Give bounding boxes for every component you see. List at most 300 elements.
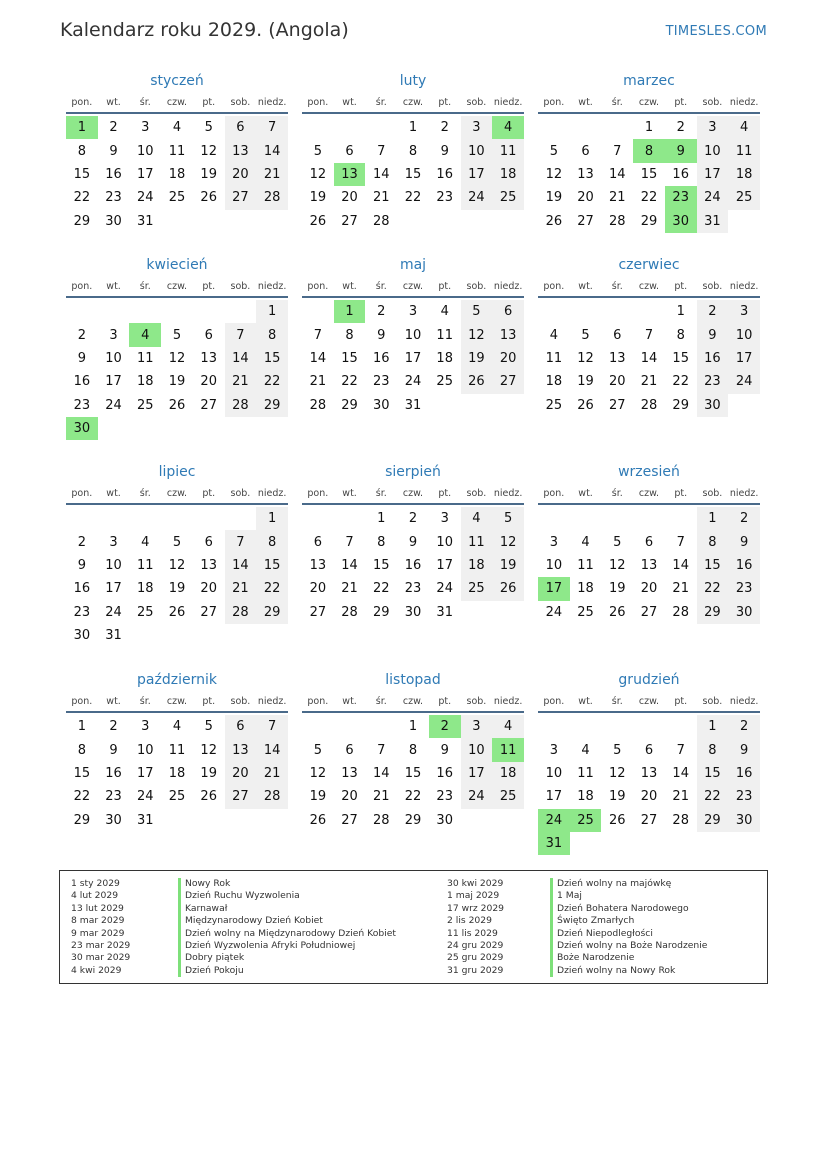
day-cell: 23 — [105, 789, 122, 805]
weekday-label: niedz. — [729, 96, 759, 108]
day-cell: 8 — [256, 323, 288, 346]
legend-date: 17 wrz 2029 — [447, 902, 505, 914]
day-cell: 30 — [105, 213, 122, 229]
weekday-label: pon. — [71, 487, 93, 499]
day-cell: 5 — [613, 742, 622, 758]
month-name: luty — [399, 73, 427, 89]
day-cell: 21 — [373, 789, 390, 805]
day-cell: 27 — [341, 812, 358, 828]
legend-date: 8 mar 2029 — [71, 915, 125, 927]
empty-cell — [302, 507, 334, 530]
day-cell: 5 — [313, 143, 322, 159]
day-cell: 21 — [341, 581, 358, 597]
day-cell: 2 — [408, 511, 418, 527]
weekday-label: niedz. — [257, 280, 287, 292]
weekday-label: czw. — [166, 695, 188, 707]
day-cell: 25 — [168, 789, 186, 805]
header-divider — [538, 503, 760, 505]
empty-cell — [633, 300, 665, 323]
day-cell: 2 — [109, 719, 118, 735]
day-cell: 3 — [141, 719, 150, 735]
day-cell: 7 — [644, 327, 654, 343]
day-cell: 27 — [225, 186, 257, 209]
day-cell: 6 — [613, 327, 622, 343]
day-cell: 25 — [137, 397, 154, 413]
weekday-label: pon. — [307, 280, 329, 292]
day-cell: 28 — [225, 601, 257, 624]
day-cell: 27 — [200, 604, 217, 620]
day-cell: 15 — [672, 350, 689, 366]
day-cell: 27 — [640, 812, 658, 828]
day-cell: 1 — [676, 304, 685, 320]
day-cell: 17 — [728, 347, 760, 370]
day-cell: 20 — [577, 190, 594, 206]
day-cell: 26 — [545, 213, 563, 229]
day-cell: 8 — [408, 742, 418, 758]
day-cell: 12 — [309, 765, 327, 781]
day-cell: 1 — [408, 719, 418, 735]
day-cell: 20 — [341, 789, 358, 805]
empty-cell — [225, 300, 257, 323]
day-grid — [66, 300, 288, 440]
day-cell: 29 — [672, 397, 689, 413]
day-cell: 24 — [404, 374, 422, 390]
day-cell: 18 — [728, 163, 760, 186]
day-cell: 26 — [577, 397, 594, 413]
day-cell: 27 — [225, 785, 257, 808]
empty-cell — [538, 507, 570, 530]
day-cell: 18 — [137, 581, 154, 597]
day-cell: 24 — [697, 186, 729, 209]
brand-link[interactable]: TIMESLES.COM — [665, 24, 767, 39]
day-cell: 6 — [204, 327, 213, 343]
day-cell: 11 — [436, 327, 453, 343]
weekday-label: sob. — [230, 280, 251, 292]
weekday-label: sob. — [466, 487, 487, 499]
day-grid — [538, 715, 760, 855]
weekday-header — [302, 691, 524, 711]
header-divider — [538, 296, 760, 298]
day-cell: 21 — [256, 163, 288, 186]
day-cell: 23 — [697, 370, 729, 393]
legend-holiday-name: Dzień wolny na majówkę — [550, 878, 707, 890]
day-cell: 31 — [105, 628, 122, 644]
day-cell: 11 — [728, 139, 760, 162]
day-cell: 15 — [256, 554, 288, 577]
weekday-label: niedz. — [493, 487, 523, 499]
day-cell: 21 — [256, 762, 288, 785]
weekday-label: śr. — [139, 280, 151, 292]
weekday-label: pt. — [674, 487, 688, 499]
day-cell: 7 — [377, 143, 386, 159]
legend-holiday-name: Dzień Wyzwolenia Afryki Południowej — [178, 940, 396, 952]
legend-holiday-name: Nowy Rok — [178, 878, 396, 890]
weekday-label: pt. — [202, 280, 216, 292]
holiday-day-cell: 4 — [129, 323, 161, 346]
day-cell: 19 — [168, 581, 186, 597]
empty-cell — [193, 507, 225, 530]
day-cell: 2 — [377, 304, 386, 320]
day-cell: 2 — [77, 534, 86, 550]
day-cell: 4 — [549, 327, 558, 343]
weekday-label: sob. — [702, 487, 723, 499]
day-cell: 13 — [200, 557, 217, 573]
weekday-label: pon. — [543, 695, 565, 707]
weekday-label: sob. — [702, 280, 723, 292]
day-cell: 9 — [77, 350, 86, 366]
empty-cell — [129, 507, 161, 530]
empty-cell — [538, 715, 570, 738]
weekday-label: pt. — [438, 695, 452, 707]
day-cell: 10 — [461, 738, 493, 761]
day-cell: 21 — [373, 190, 390, 206]
day-cell: 5 — [492, 507, 524, 530]
day-cell: 3 — [461, 715, 493, 738]
day-cell: 19 — [609, 581, 626, 597]
day-cell: 17 — [461, 163, 493, 186]
empty-cell — [601, 300, 633, 323]
day-cell: 14 — [256, 139, 288, 162]
day-cell: 22 — [697, 577, 729, 600]
empty-cell — [601, 715, 633, 738]
day-cell: 5 — [204, 719, 213, 735]
weekday-label: sob. — [230, 695, 251, 707]
empty-cell — [570, 300, 602, 323]
day-cell: 12 — [168, 557, 186, 573]
month-block — [538, 669, 760, 855]
day-cell: 3 — [697, 116, 729, 139]
page-title: Kalendarz roku 2029. (Angola) — [60, 19, 349, 41]
day-cell: 2 — [440, 120, 449, 136]
day-cell: 14 — [640, 350, 658, 366]
weekday-label: niedz. — [729, 280, 759, 292]
empty-cell — [334, 715, 366, 738]
day-cell: 13 — [609, 350, 626, 366]
day-cell: 7 — [676, 742, 685, 758]
weekday-label: niedz. — [257, 487, 287, 499]
legend-holiday-name: Dzień wolny na Międzynarodowy Dzień Kobiet — [178, 928, 396, 940]
day-cell: 27 — [577, 213, 594, 229]
day-cell: 6 — [644, 534, 654, 550]
day-cell: 13 — [309, 557, 327, 573]
day-cell: 17 — [461, 762, 493, 785]
day-cell: 9 — [440, 742, 449, 758]
day-cell: 1 — [697, 507, 729, 530]
weekday-label: pon. — [307, 487, 329, 499]
legend-date: 24 gru 2029 — [447, 939, 504, 951]
weekday-label: wt. — [106, 695, 121, 707]
weekday-label: śr. — [375, 280, 387, 292]
day-cell: 21 — [609, 190, 626, 206]
day-grid — [66, 116, 288, 233]
day-cell: 26 — [200, 190, 217, 206]
day-cell: 15 — [256, 347, 288, 370]
day-cell: 15 — [697, 762, 729, 785]
weekday-label: sob. — [466, 280, 487, 292]
month-name: grudzień — [618, 672, 680, 688]
legend-date: 31 gru 2029 — [447, 964, 504, 976]
day-cell: 2 — [77, 327, 86, 343]
month-name: październik — [137, 672, 217, 688]
empty-cell — [66, 300, 98, 323]
weekday-label: czw. — [402, 280, 424, 292]
day-cell: 7 — [256, 715, 288, 738]
day-cell: 9 — [408, 534, 418, 550]
holiday-legend — [59, 870, 768, 984]
day-cell: 19 — [309, 190, 327, 206]
day-cell: 10 — [545, 557, 563, 573]
day-cell: 29 — [256, 394, 288, 417]
empty-cell — [98, 300, 130, 323]
day-cell: 3 — [549, 742, 558, 758]
legend-holiday-name: Dzień Ruchu Wyzwolenia — [178, 890, 396, 902]
holiday-day-cell: 13 — [334, 163, 366, 186]
legend-left-names — [178, 878, 396, 977]
holiday-day-cell: 30 — [665, 210, 697, 233]
month-name: marzec — [623, 73, 675, 89]
day-cell: 7 — [225, 530, 257, 553]
holiday-day-cell: 30 — [66, 417, 98, 440]
day-cell: 18 — [461, 554, 493, 577]
header-divider — [538, 711, 760, 713]
weekday-label: pon. — [543, 96, 565, 108]
legend-date: 13 lut 2029 — [71, 902, 124, 914]
day-cell: 14 — [373, 166, 390, 182]
weekday-label: pt. — [202, 487, 216, 499]
day-cell: 20 — [225, 163, 257, 186]
legend-date: 4 lut 2029 — [71, 890, 119, 902]
day-cell: 29 — [256, 601, 288, 624]
day-cell: 20 — [640, 581, 658, 597]
day-cell: 16 — [105, 166, 122, 182]
day-cell: 4 — [141, 534, 150, 550]
day-cell: 30 — [105, 812, 122, 828]
day-cell: 18 — [137, 374, 154, 390]
day-cell: 26 — [609, 812, 626, 828]
empty-cell — [601, 507, 633, 530]
day-cell: 12 — [545, 166, 563, 182]
day-cell: 25 — [137, 604, 154, 620]
weekday-label: czw. — [638, 487, 660, 499]
day-cell: 16 — [105, 765, 122, 781]
day-cell: 22 — [640, 190, 658, 206]
day-cell: 6 — [225, 116, 257, 139]
holiday-day-cell: 1 — [334, 300, 366, 323]
day-cell: 23 — [728, 785, 760, 808]
day-cell: 10 — [137, 143, 154, 159]
weekday-label: śr. — [139, 487, 151, 499]
weekday-label: pt. — [674, 96, 688, 108]
day-cell: 14 — [309, 350, 327, 366]
weekday-label: niedz. — [493, 695, 523, 707]
weekday-header — [66, 691, 288, 711]
day-cell: 26 — [492, 577, 524, 600]
day-cell: 21 — [672, 581, 689, 597]
weekday-label: pon. — [543, 280, 565, 292]
day-cell: 25 — [168, 190, 186, 206]
month-block — [302, 254, 524, 417]
day-cell: 18 — [492, 762, 524, 785]
day-cell: 11 — [545, 350, 563, 366]
empty-cell — [161, 300, 193, 323]
day-cell: 7 — [676, 534, 685, 550]
day-cell: 24 — [545, 604, 563, 620]
day-cell: 26 — [168, 397, 186, 413]
day-cell: 23 — [436, 190, 453, 206]
weekday-label: wt. — [578, 695, 593, 707]
day-cell: 21 — [672, 789, 689, 805]
day-cell: 5 — [613, 534, 622, 550]
day-cell: 4 — [172, 120, 182, 136]
legend-holiday-name: Dobry piątek — [178, 952, 396, 964]
day-cell: 11 — [137, 557, 154, 573]
day-cell: 31 — [404, 397, 422, 413]
empty-cell — [161, 507, 193, 530]
day-cell: 16 — [73, 374, 91, 390]
day-cell: 6 — [345, 143, 354, 159]
day-cell: 10 — [436, 534, 453, 550]
day-cell: 26 — [168, 604, 186, 620]
day-cell: 3 — [549, 534, 558, 550]
day-cell: 8 — [377, 534, 386, 550]
day-cell: 3 — [141, 120, 150, 136]
day-grid — [302, 116, 524, 233]
day-cell: 19 — [492, 554, 524, 577]
legend-holiday-name: Dzień wolny na Boże Narodzenie — [550, 940, 707, 952]
legend-date: 11 lis 2029 — [447, 927, 498, 939]
empty-cell — [334, 507, 366, 530]
day-cell: 28 — [373, 213, 390, 229]
month-block — [302, 461, 524, 624]
month-name: listopad — [385, 672, 441, 688]
weekday-label: śr. — [611, 487, 623, 499]
day-grid — [538, 300, 760, 417]
day-cell: 26 — [309, 812, 327, 828]
day-cell: 12 — [492, 530, 524, 553]
empty-cell — [365, 715, 397, 738]
day-cell: 24 — [728, 370, 760, 393]
holiday-day-cell: 2 — [429, 715, 461, 738]
day-cell: 12 — [577, 350, 594, 366]
weekday-label: wt. — [342, 280, 357, 292]
weekday-label: wt. — [578, 487, 593, 499]
day-cell: 15 — [404, 166, 422, 182]
day-cell: 8 — [345, 327, 354, 343]
day-cell: 5 — [581, 327, 590, 343]
weekday-label: pt. — [202, 96, 216, 108]
weekday-label: pon. — [71, 695, 93, 707]
weekday-label: czw. — [166, 280, 188, 292]
day-cell: 24 — [105, 397, 122, 413]
weekday-header — [66, 276, 288, 296]
day-cell: 5 — [172, 534, 182, 550]
empty-cell — [98, 507, 130, 530]
day-cell: 8 — [77, 742, 86, 758]
day-cell: 9 — [109, 742, 118, 758]
month-name: maj — [399, 257, 427, 273]
day-cell: 13 — [640, 765, 658, 781]
day-cell: 12 — [200, 143, 217, 159]
day-cell: 28 — [256, 186, 288, 209]
day-cell: 29 — [73, 213, 91, 229]
empty-cell — [570, 715, 602, 738]
legend-holiday-name: Dzień Pokoju — [178, 965, 396, 977]
day-cell: 27 — [492, 370, 524, 393]
weekday-label: niedz. — [729, 695, 759, 707]
day-cell: 13 — [225, 139, 257, 162]
day-cell: 25 — [492, 186, 524, 209]
day-cell: 18 — [577, 581, 594, 597]
day-cell: 15 — [341, 350, 358, 366]
day-cell: 9 — [109, 143, 118, 159]
day-cell: 19 — [309, 789, 327, 805]
holiday-day-cell: 17 — [538, 577, 570, 600]
day-cell: 19 — [545, 190, 563, 206]
weekday-label: pt. — [438, 487, 452, 499]
day-cell: 8 — [697, 530, 729, 553]
day-cell: 2 — [676, 120, 685, 136]
weekday-label: śr. — [611, 695, 623, 707]
month-name: styczeń — [150, 73, 204, 89]
month-block — [302, 669, 524, 832]
day-cell: 6 — [492, 300, 524, 323]
weekday-label: śr. — [611, 96, 623, 108]
day-cell: 27 — [609, 397, 626, 413]
day-cell: 4 — [461, 507, 493, 530]
day-cell: 3 — [408, 304, 418, 320]
weekday-label: sob. — [230, 487, 251, 499]
legend-date: 30 kwi 2029 — [447, 878, 504, 889]
weekday-label: wt. — [106, 96, 121, 108]
empty-cell — [302, 300, 334, 323]
legend-date: 1 sty 2029 — [71, 878, 120, 889]
header-divider — [66, 503, 288, 505]
day-cell: 22 — [73, 789, 91, 805]
weekday-label: wt. — [106, 280, 121, 292]
day-grid — [538, 116, 760, 233]
day-cell: 14 — [225, 554, 257, 577]
empty-cell — [601, 116, 633, 139]
day-grid — [302, 507, 524, 624]
day-cell: 9 — [728, 530, 760, 553]
day-cell: 4 — [440, 304, 449, 320]
day-cell: 11 — [168, 143, 186, 159]
weekday-label: niedz. — [257, 96, 287, 108]
day-cell: 16 — [404, 557, 422, 573]
legend-holiday-name: Święto Zmarłych — [550, 915, 707, 927]
weekday-label: śr. — [611, 280, 623, 292]
legend-holiday-name: 1 Maj — [550, 890, 707, 902]
weekday-label: czw. — [638, 96, 660, 108]
day-cell: 23 — [73, 604, 91, 620]
day-cell: 31 — [137, 213, 154, 229]
empty-cell — [538, 116, 570, 139]
day-cell: 11 — [577, 765, 594, 781]
day-cell: 12 — [200, 742, 217, 758]
day-cell: 4 — [728, 116, 760, 139]
day-cell: 10 — [697, 139, 729, 162]
day-cell: 28 — [309, 397, 327, 413]
day-cell: 24 — [461, 785, 493, 808]
weekday-label: śr. — [139, 96, 151, 108]
empty-cell — [633, 715, 665, 738]
weekday-header — [538, 691, 760, 711]
day-cell: 18 — [492, 163, 524, 186]
day-cell: 5 — [313, 742, 322, 758]
day-cell: 16 — [697, 347, 729, 370]
day-cell: 6 — [581, 143, 590, 159]
legend-date: 1 maj 2029 — [447, 890, 500, 902]
